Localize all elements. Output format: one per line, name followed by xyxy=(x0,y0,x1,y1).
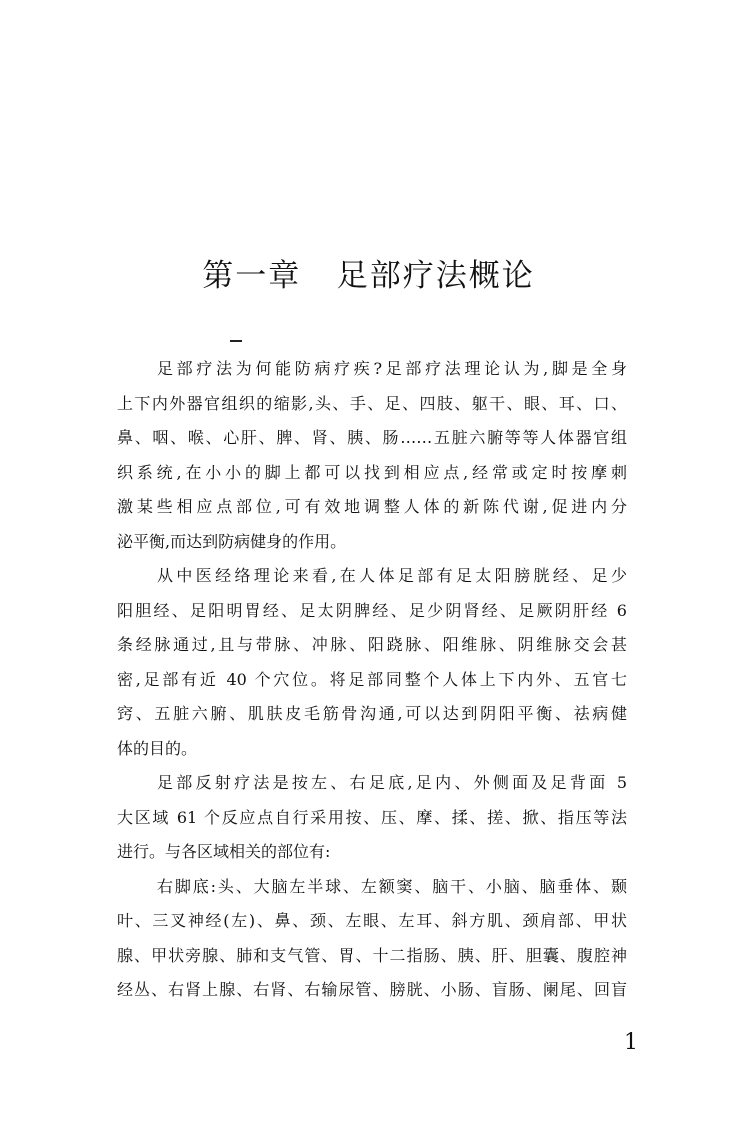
paragraph-line: 足部疗法为何能防病疗疾?足部疗法理论认为,脚是全身 xyxy=(157,359,627,378)
paragraph-line: 足部反射疗法是按左、右足底,足内、外侧面及足背面 5 xyxy=(157,773,627,792)
chapter-body xyxy=(117,352,627,1008)
paragraph-line: 进行。与各区域相关的部位有: xyxy=(117,842,331,861)
paragraph-line: 鼻、咽、喉、心肝、脾、肾、胰、肠……五脏六腑等等人体器官组 xyxy=(117,428,627,447)
paragraph-line: 体的目的。 xyxy=(117,738,198,758)
page-number: 1 xyxy=(624,1030,638,1055)
paragraph-line: 阳胆经、足阳明胃经、足太阴脾经、足少阴肾经、足厥阴肝经 6 xyxy=(117,600,627,620)
paragraph-line: 右脚底:头、大脑左半球、左额窦、脑干、小脑、脑垂体、颞 xyxy=(157,876,627,896)
paragraph-line: 叶、三叉神经(左)、鼻、颈、左眼、左耳、斜方肌、颈肩部、甲状 xyxy=(117,911,627,930)
paragraph-line: 腺、甲状旁腺、肺和支气管、胃、十二指肠、胰、肝、胆囊、腹腔神 xyxy=(117,945,627,965)
chapter-title: 第一章 足部疗法概论 xyxy=(202,258,535,294)
paragraph-line: 从中医经络理论来看,在人体足部有足太阳膀胱经、足少 xyxy=(157,566,627,585)
paragraph-line: 激某些相应点部位,可有效地调整人体的新陈代谢,促进内分 xyxy=(117,497,627,516)
paragraph-line: 条经脉通过,且与带脉、冲脉、阳跷脉、阳维脉、阴维脉交会甚 xyxy=(117,635,627,654)
paragraph-line: 泌平衡,而达到防病健身的作用。 xyxy=(117,531,347,551)
paragraph-line: 大区域 61 个反应点自行采用按、压、摩、揉、搓、掀、指压等法 xyxy=(117,807,627,827)
paragraph-line: 密,足部有近 40 个穴位。将足部同整个人体上下内外、五官七 xyxy=(117,669,627,689)
paragraph-line: 织系统,在小小的脚上都可以找到相应点,经常或定时按摩刺 xyxy=(117,462,627,482)
paragraph-line: 窍、五脏六腑、肌肤皮毛筋骨沟通,可以达到阴阳平衡、祛病健 xyxy=(117,704,627,723)
paragraph-line: 上下内外器官组织的缩影,头、手、足、四肢、躯干、眼、耳、口、 xyxy=(117,393,627,413)
paragraph-line: 经丛、右肾上腺、右肾、右输尿管、膀胱、小肠、盲肠、阑尾、回盲 xyxy=(117,980,627,999)
scan-mark xyxy=(230,340,242,342)
